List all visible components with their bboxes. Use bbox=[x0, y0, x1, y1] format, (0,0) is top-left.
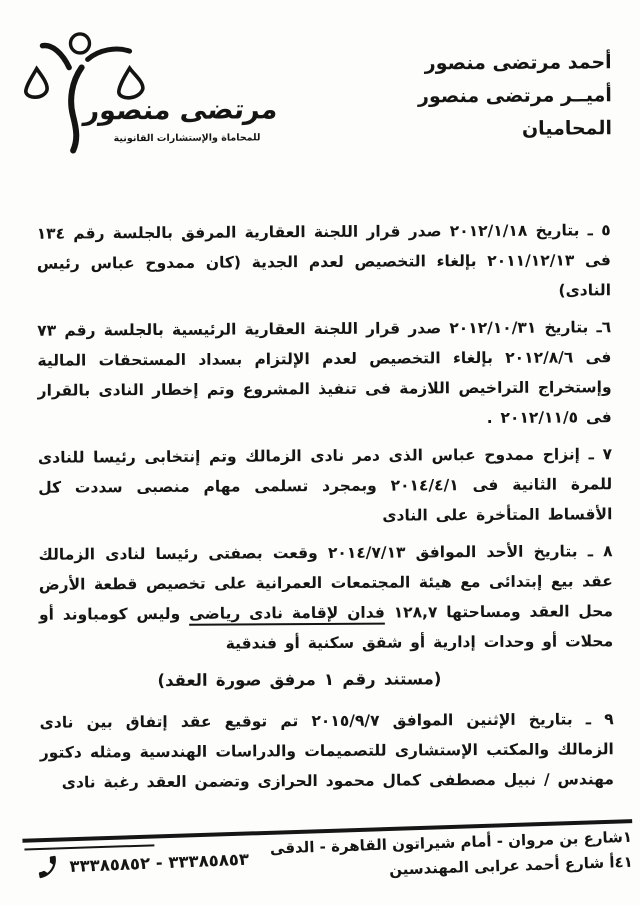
attorneys-title: المحاميان bbox=[521, 117, 613, 140]
logo-brand-name: مرتضى منصور bbox=[82, 94, 280, 127]
telephone-handset-icon bbox=[32, 852, 62, 882]
law-firm-logo bbox=[21, 14, 280, 164]
paragraph-8-underlined-phrase: فدان لإقامة نادى رياضى bbox=[189, 603, 385, 623]
paragraph-9: ٩ ـ بتاريخ الإثنين الموافق ٢٠١٥/٩/٧ تم توقيع عقد إتفاق بين نادى الزمالك والمكتب الإستشارى للتصميمات والدراسات الهندسية ومثله دكتور مهندس / نبيل مصطفى كمال محمود الحرازى وتضمن العقد رغبة نادى bbox=[39, 710, 615, 792]
attorney-name-1: أحمد مرتضى منصور bbox=[424, 51, 612, 75]
attachment-note: (مستند رقم ١ مرفق صورة العقد) bbox=[157, 669, 442, 690]
footer-address-block bbox=[269, 825, 634, 886]
document-body bbox=[37, 215, 615, 804]
paragraph-8-text-after: وليس كومباوند أو محلات أو وحدات إدارية أو شقق سكنية أو فندقية bbox=[38, 604, 614, 653]
footer-phone-block bbox=[34, 846, 249, 881]
paragraph-7: ٧ ـ إنزاح ممدوح عباس الذى دمر نادى الزمالك وتم إنتخابى رئيسا للنادى للمرة الثانية فى ٢٠١٤/٤/١ وبمجرد تسلمى مهام منصبى سددت كل الأقساط المتأخرة على النادى bbox=[37, 445, 613, 525]
paragraph-8 bbox=[39, 536, 614, 660]
attorney-names-block bbox=[418, 46, 612, 146]
paragraph-8-text-before: ٨ ـ بتاريخ الأحد الموافق ٢٠١٤/٧/١٣ وقعت بصفتى رئيسا لنادى الزمالك عقد بيع إبتدائى مع هيئة المجتمعات العمرانية على تخصيص قطعة الأرض محل العقد ومساحتها ١٢٨,٧ bbox=[38, 542, 614, 622]
address-line-1: ١شارع بن مروان - أمام شيراتون القاهرة - الدقى bbox=[269, 827, 633, 858]
paragraph-5: ٥ ـ بتاريخ ٢٠١٢/١/١٨ صدر قرار اللجنة العقارية المرفق بالجلسة رقم ١٣٤ فى ٢٠١١/١٢/١٣ بإلغاء التخصيص لعدم الجدية (كان ممدوح عباس رئيس النادى) bbox=[36, 221, 612, 300]
address-line-2: ٤١أ شارع أحمد عرابى المهندسين bbox=[388, 852, 634, 879]
phone-numbers: ٣٣٣٨٥٨٥٣ - ٣٣٣٨٥٨٥٢ bbox=[69, 849, 250, 876]
paragraph-6: ٦ـ بتاريخ ٢٠١٢/١٠/٣١ صدر قرار اللجنة العقارية الرئيسية بالجلسة رقم ٧٣ فى ٢٠١٢/٨/٦ بإلغاء التخصيص لعدم الإلتزام بسداد المستحقات المالية وإستخراج التراخيص اللازمة فى تنفيذ المشروع وتم إخطار النادى بالقرار فى ٢٠١٢/١١/٥ . bbox=[37, 318, 612, 427]
logo-tagline: للمحاماة والإستشارات القانونية bbox=[113, 132, 261, 145]
attorney-name-2: أميــر مرتضى منصور bbox=[417, 84, 612, 108]
